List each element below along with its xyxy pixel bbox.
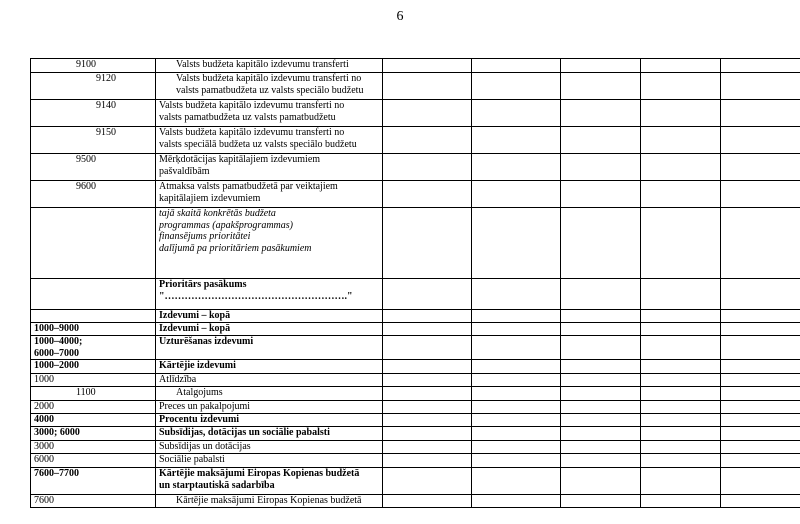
empty-value-cell — [641, 73, 721, 100]
empty-value-cell — [561, 279, 641, 310]
empty-value-cell — [721, 181, 800, 208]
empty-value-cell — [641, 414, 721, 427]
row-description: Atlīdzība — [156, 374, 383, 387]
empty-value-cell — [472, 181, 561, 208]
empty-value-cell — [561, 387, 641, 401]
row-code: 9120 — [31, 73, 156, 100]
empty-value-cell — [383, 310, 472, 323]
row-description: Subsīdijas un dotācijas — [156, 441, 383, 454]
empty-value-cell — [641, 323, 721, 336]
empty-value-cell — [561, 59, 641, 73]
empty-value-cell — [721, 441, 800, 454]
empty-value-cell — [383, 441, 472, 454]
row-code — [31, 310, 156, 323]
empty-value-cell — [561, 427, 641, 441]
empty-value-cell — [561, 495, 641, 508]
table-row — [31, 360, 800, 374]
empty-value-cell — [641, 427, 721, 441]
empty-value-cell — [641, 374, 721, 387]
table-row — [31, 100, 800, 127]
empty-value-cell — [561, 323, 641, 336]
empty-value-cell — [383, 427, 472, 441]
row-description: Kārtējie izdevumi — [156, 360, 383, 374]
empty-value-cell — [721, 59, 800, 73]
empty-value-cell — [721, 323, 800, 336]
row-code: 6000 — [31, 454, 156, 468]
empty-value-cell — [641, 154, 721, 181]
row-description: Preces un pakalpojumi — [156, 401, 383, 414]
row-code: 9150 — [31, 127, 156, 154]
table-row — [31, 374, 800, 387]
empty-value-cell — [641, 468, 721, 495]
empty-value-cell — [641, 387, 721, 401]
table-row — [31, 427, 800, 441]
empty-value-cell — [721, 454, 800, 468]
budget-table — [30, 58, 800, 508]
empty-value-cell — [383, 279, 472, 310]
empty-value-cell — [721, 387, 800, 401]
empty-value-cell — [721, 310, 800, 323]
table-row — [31, 127, 800, 154]
row-code: 2000 — [31, 401, 156, 414]
empty-value-cell — [561, 154, 641, 181]
empty-value-cell — [472, 468, 561, 495]
empty-value-cell — [721, 414, 800, 427]
empty-value-cell — [472, 154, 561, 181]
table-row — [31, 323, 800, 336]
empty-value-cell — [472, 441, 561, 454]
page-number: 6 — [396, 9, 404, 24]
empty-value-cell — [383, 495, 472, 508]
empty-value-cell — [472, 279, 561, 310]
empty-value-cell — [641, 310, 721, 323]
row-description: Izdevumi – kopā — [156, 310, 383, 323]
empty-value-cell — [472, 454, 561, 468]
row-description: Subsīdijas, dotācijas un sociālie pabalsti — [156, 427, 383, 441]
empty-value-cell — [641, 127, 721, 154]
empty-value-cell — [561, 401, 641, 414]
table-row — [31, 59, 800, 73]
empty-value-cell — [561, 468, 641, 495]
table-row — [31, 310, 800, 323]
row-description: tajā skaitā konkrētās budžeta programmas (apakšprogrammas) finansējums prioritātei dalījumā pa prioritāriem pasākumiem — [156, 208, 383, 279]
row-description: Valsts budžeta kapitālo izdevumu transferti no valsts speciālā budžeta uz valsts speciālo budžetu — [156, 127, 383, 154]
empty-value-cell — [472, 360, 561, 374]
empty-value-cell — [721, 279, 800, 310]
empty-value-cell — [472, 208, 561, 279]
empty-value-cell — [641, 441, 721, 454]
empty-value-cell — [472, 427, 561, 441]
row-code: 9100 — [31, 59, 156, 73]
row-code: 3000 — [31, 441, 156, 454]
table-row — [31, 414, 800, 427]
row-code: 1000 — [31, 374, 156, 387]
table-row — [31, 441, 800, 454]
empty-value-cell — [721, 73, 800, 100]
empty-value-cell — [383, 336, 472, 360]
empty-value-cell — [721, 468, 800, 495]
table-row — [31, 454, 800, 468]
empty-value-cell — [641, 279, 721, 310]
table-row — [31, 208, 800, 279]
table-row — [31, 387, 800, 401]
empty-value-cell — [641, 208, 721, 279]
row-description: Valsts budžeta kapitālo izdevumu transferti no valsts pamatbudžeta uz valsts speciālo budžetu — [156, 73, 383, 100]
empty-value-cell — [641, 401, 721, 414]
empty-value-cell — [721, 374, 800, 387]
empty-value-cell — [721, 427, 800, 441]
table-row — [31, 336, 800, 360]
row-description: Kārtējie maksājumi Eiropas Kopienas budžetā — [156, 495, 383, 508]
row-description: Atalgojums — [156, 387, 383, 401]
empty-value-cell — [383, 374, 472, 387]
empty-value-cell — [721, 336, 800, 360]
table-row — [31, 401, 800, 414]
empty-value-cell — [472, 59, 561, 73]
row-code: 9600 — [31, 181, 156, 208]
row-code: 4000 — [31, 414, 156, 427]
empty-value-cell — [721, 495, 800, 508]
empty-value-cell — [472, 414, 561, 427]
empty-value-cell — [641, 360, 721, 374]
empty-value-cell — [561, 336, 641, 360]
row-code: 7600–7700 — [31, 468, 156, 495]
table-row — [31, 154, 800, 181]
empty-value-cell — [383, 181, 472, 208]
empty-value-cell — [383, 414, 472, 427]
table-row — [31, 279, 800, 310]
empty-value-cell — [561, 73, 641, 100]
table-row — [31, 495, 800, 508]
row-code — [31, 279, 156, 310]
empty-value-cell — [721, 127, 800, 154]
row-description: Valsts budžeta kapitālo izdevumu transferti — [156, 59, 383, 73]
row-code — [31, 208, 156, 279]
empty-value-cell — [721, 360, 800, 374]
empty-value-cell — [383, 454, 472, 468]
empty-value-cell — [721, 208, 800, 279]
empty-value-cell — [472, 495, 561, 508]
row-description: Mērķdotācijas kapitālajiem izdevumiem pašvaldībām — [156, 154, 383, 181]
empty-value-cell — [561, 208, 641, 279]
empty-value-cell — [472, 127, 561, 154]
table-row — [31, 181, 800, 208]
empty-value-cell — [383, 387, 472, 401]
empty-value-cell — [721, 100, 800, 127]
empty-value-cell — [472, 100, 561, 127]
empty-value-cell — [641, 181, 721, 208]
empty-value-cell — [561, 310, 641, 323]
row-code: 1000–2000 — [31, 360, 156, 374]
empty-value-cell — [721, 401, 800, 414]
empty-value-cell — [641, 100, 721, 127]
row-description: Valsts budžeta kapitālo izdevumu transferti no valsts pamatbudžeta uz valsts pamatbudžetu — [156, 100, 383, 127]
row-description: Procentu izdevumi — [156, 414, 383, 427]
table-row — [31, 468, 800, 495]
row-description: Atmaksa valsts pamatbudžetā par veiktajiem kapitālajiem izdevumiem — [156, 181, 383, 208]
empty-value-cell — [561, 414, 641, 427]
row-description: Izdevumi – kopā — [156, 323, 383, 336]
empty-value-cell — [561, 360, 641, 374]
empty-value-cell — [641, 454, 721, 468]
row-code: 1100 — [31, 387, 156, 401]
empty-value-cell — [641, 59, 721, 73]
empty-value-cell — [472, 374, 561, 387]
row-code: 3000; 6000 — [31, 427, 156, 441]
row-description: Prioritārs pasākums "………………………………………………." — [156, 279, 383, 310]
row-code: 1000–9000 — [31, 323, 156, 336]
empty-value-cell — [472, 73, 561, 100]
empty-value-cell — [383, 127, 472, 154]
empty-value-cell — [383, 208, 472, 279]
row-description: Kārtējie maksājumi Eiropas Kopienas budžetā un starptautiskā sadarbība — [156, 468, 383, 495]
empty-value-cell — [561, 127, 641, 154]
empty-value-cell — [561, 454, 641, 468]
empty-value-cell — [383, 323, 472, 336]
row-description: Uzturēšanas izdevumi — [156, 336, 383, 360]
empty-value-cell — [383, 360, 472, 374]
empty-value-cell — [561, 181, 641, 208]
row-code: 9140 — [31, 100, 156, 127]
empty-value-cell — [383, 401, 472, 414]
empty-value-cell — [561, 441, 641, 454]
row-code: 7600 — [31, 495, 156, 508]
empty-value-cell — [472, 310, 561, 323]
empty-value-cell — [561, 100, 641, 127]
empty-value-cell — [641, 495, 721, 508]
row-description: Sociālie pabalsti — [156, 454, 383, 468]
row-code: 1000–4000; 6000–7000 — [31, 336, 156, 360]
empty-value-cell — [472, 336, 561, 360]
empty-value-cell — [383, 100, 472, 127]
empty-value-cell — [383, 59, 472, 73]
empty-value-cell — [383, 154, 472, 181]
empty-value-cell — [641, 336, 721, 360]
empty-value-cell — [472, 387, 561, 401]
empty-value-cell — [472, 323, 561, 336]
empty-value-cell — [721, 154, 800, 181]
table-row — [31, 73, 800, 100]
empty-value-cell — [383, 468, 472, 495]
row-code: 9500 — [31, 154, 156, 181]
empty-value-cell — [561, 374, 641, 387]
empty-value-cell — [383, 73, 472, 100]
empty-value-cell — [472, 401, 561, 414]
